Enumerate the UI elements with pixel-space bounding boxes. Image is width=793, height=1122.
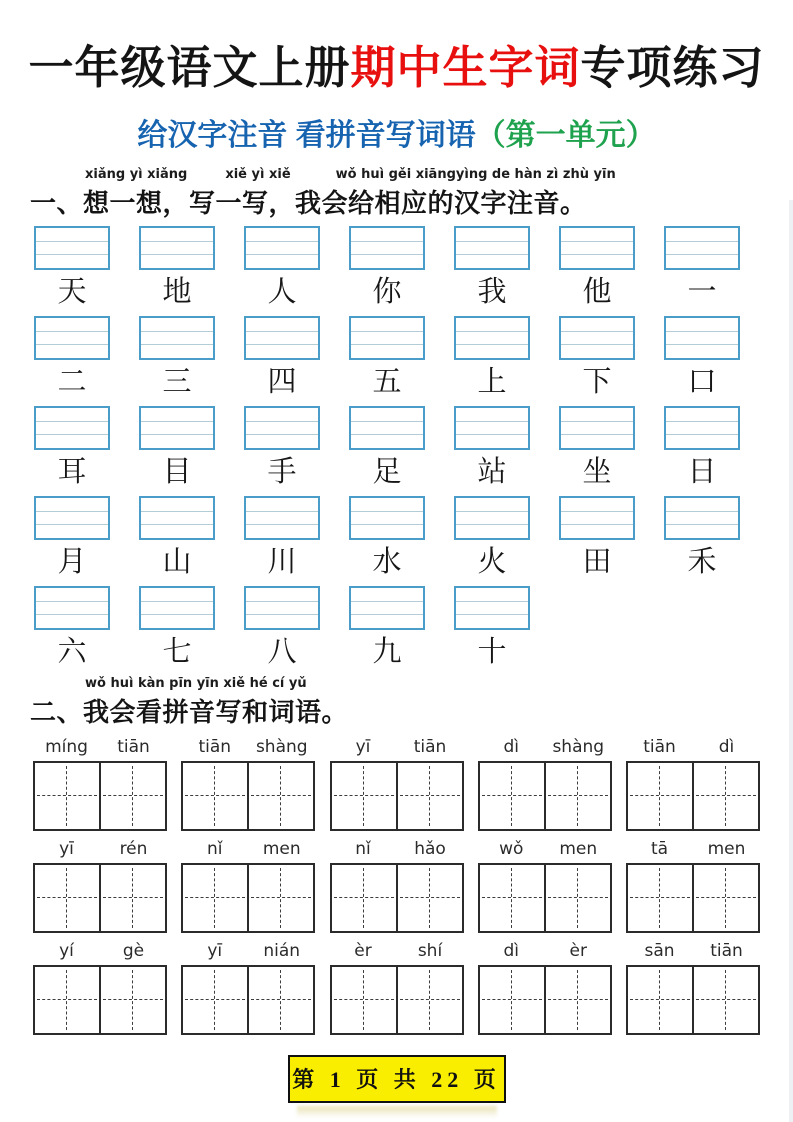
pinyin-grid-line <box>561 511 633 512</box>
pinyin-grid-box <box>454 226 530 270</box>
pinyin-grid-line <box>561 524 633 525</box>
pinyin-grid-line <box>36 421 108 422</box>
hanzi-character: 耳 <box>57 455 87 488</box>
pinyin-grid-box <box>559 316 635 360</box>
hanzi-character: 十 <box>477 635 507 668</box>
pinyin-grid-line <box>456 434 528 435</box>
pinyin-grid-box <box>349 226 425 270</box>
pinyin-grid-box <box>34 406 110 450</box>
pinyin-word-group <box>478 737 612 757</box>
hanzi-character: 二 <box>57 365 87 398</box>
pinyin-grid-line <box>666 254 738 255</box>
pinyin-grid-box <box>139 496 215 540</box>
pinyin-box-line <box>34 226 793 270</box>
hanzi-character: 五 <box>372 365 402 398</box>
writing-cell <box>183 763 247 829</box>
character-line <box>34 456 793 488</box>
writing-cell <box>332 967 396 1033</box>
hanzi-character: 下 <box>582 365 612 398</box>
writing-grid-group <box>181 965 315 1035</box>
pinyin-grid-line <box>351 511 423 512</box>
writing-grid-group <box>478 863 612 933</box>
pinyin-grid-line <box>456 614 528 615</box>
pinyin-word-group <box>33 839 167 859</box>
pinyin-grid-line <box>36 524 108 525</box>
hanzi-character: 手 <box>267 455 297 488</box>
pinyin-grid-box <box>34 226 110 270</box>
pinyin-grid-box <box>244 406 320 450</box>
character-line <box>34 636 793 668</box>
pinyin-grid-line <box>36 614 108 615</box>
writing-grid-group <box>330 761 464 831</box>
pinyin-syllable: sān <box>644 940 675 961</box>
pinyin-grid-box <box>34 316 110 360</box>
writing-cell <box>396 763 462 829</box>
pinyin-syllable: dì <box>718 736 735 757</box>
pinyin-syllable: men <box>262 838 301 859</box>
pinyin-word-group <box>181 941 315 961</box>
pinyin-grid-line <box>141 511 213 512</box>
pinyin-grid-line <box>351 434 423 435</box>
pinyin-grid-line <box>141 524 213 525</box>
pinyin-grid-line <box>141 614 213 615</box>
pinyin-grid-line <box>141 344 213 345</box>
pinyin-grid-line <box>141 421 213 422</box>
pinyin-word-group <box>626 737 760 757</box>
writing-grid-group <box>181 761 315 831</box>
pinyin-segment: wǒ huì kàn pīn yīn xiě hé cí yǔ <box>85 675 307 691</box>
writing-grid-group <box>626 761 760 831</box>
writing-grid-group <box>181 863 315 933</box>
hanzi-character: 人 <box>267 275 297 308</box>
annotation-row-4 <box>34 496 793 578</box>
writing-cell <box>628 865 692 931</box>
pinyin-box-line <box>34 316 793 360</box>
pinyin-grid-line <box>36 511 108 512</box>
pinyin-grid-line <box>456 421 528 422</box>
hanzi-character: 站 <box>477 455 507 488</box>
pinyin-word-group <box>478 839 612 859</box>
pinyin-grid-box <box>139 406 215 450</box>
pinyin-grid-line <box>561 254 633 255</box>
title-part-black-right: 专项练习 <box>580 42 765 93</box>
pinyin-grid-box <box>34 496 110 540</box>
pinyin-grid-box <box>559 406 635 450</box>
pinyin-grid-line <box>666 421 738 422</box>
writing-cell <box>628 967 692 1033</box>
pinyin-grid-line <box>246 344 318 345</box>
pinyin-grid-box <box>244 316 320 360</box>
pinyin-grid-line <box>141 331 213 332</box>
annotation-row-3 <box>34 406 793 488</box>
writing-grid-group <box>626 863 760 933</box>
writing-cell <box>99 967 165 1033</box>
hanzi-character: 上 <box>477 365 507 398</box>
hanzi-character: 坐 <box>582 455 612 488</box>
pinyin-segment: wǒ huì gěi xiāngyìng de hàn zì zhù yīn <box>335 166 616 182</box>
pinyin-grid-line <box>141 601 213 602</box>
subtitle-green-text: （第一单元） <box>475 118 656 152</box>
hanzi-character: 水 <box>372 545 402 578</box>
writing-grid-line-2 <box>33 863 760 933</box>
hanzi-character: 日 <box>687 455 717 488</box>
pinyin-grid-line <box>561 434 633 435</box>
writing-cell <box>396 967 462 1033</box>
writing-cell <box>692 865 758 931</box>
pinyin-syllable: wǒ <box>499 838 524 859</box>
character-line <box>34 366 793 398</box>
hanzi-character: 天 <box>57 275 87 308</box>
writing-cell <box>35 967 99 1033</box>
pinyin-syllable: èr <box>354 940 372 961</box>
pinyin-grid-line <box>666 524 738 525</box>
pinyin-grid-box <box>664 496 740 540</box>
pinyin-grid-line <box>246 254 318 255</box>
pinyin-grid-line <box>36 344 108 345</box>
writing-cell <box>480 967 544 1033</box>
annotation-row-5 <box>34 586 793 668</box>
pinyin-grid-line <box>666 331 738 332</box>
pinyin-grid-box <box>454 316 530 360</box>
hanzi-character: 三 <box>162 365 192 398</box>
pinyin-box-line <box>34 406 793 450</box>
pinyin-word-line-2 <box>33 839 760 859</box>
pinyin-syllable: gè <box>122 940 145 961</box>
pinyin-grid-line <box>246 331 318 332</box>
pinyin-syllable: tā <box>650 838 669 859</box>
hanzi-character: 目 <box>162 455 192 488</box>
pinyin-grid-box <box>349 586 425 630</box>
pinyin-syllable: tiān <box>413 736 447 757</box>
hanzi-character: 火 <box>477 545 507 578</box>
pinyin-grid-line <box>351 524 423 525</box>
pinyin-grid-line <box>561 344 633 345</box>
pinyin-syllable: yī <box>207 940 223 961</box>
pinyin-grid-line <box>351 601 423 602</box>
writing-grid-group <box>626 965 760 1035</box>
pinyin-grid-box <box>559 226 635 270</box>
character-line <box>34 546 793 578</box>
pinyin-grid-line <box>246 241 318 242</box>
pinyin-box-line <box>34 496 793 540</box>
writing-cell <box>35 865 99 931</box>
pinyin-syllable: tiān <box>198 736 232 757</box>
pinyin-grid-box <box>139 226 215 270</box>
pinyin-word-group <box>330 941 464 961</box>
pinyin-syllable: tiān <box>117 736 150 757</box>
writing-grid-line-1 <box>33 761 760 831</box>
pinyin-word-line-3 <box>33 941 760 961</box>
hanzi-character: 八 <box>267 635 297 668</box>
writing-cell <box>544 763 610 829</box>
writing-cell <box>35 763 99 829</box>
annotation-row-1 <box>34 226 793 308</box>
pinyin-grid-line <box>36 601 108 602</box>
pinyin-grid-box <box>454 586 530 630</box>
page-subtitle <box>0 110 793 154</box>
pinyin-syllable: hǎo <box>414 838 446 859</box>
writing-cell <box>247 865 313 931</box>
pinyin-grid-line <box>246 614 318 615</box>
page-number-reflection <box>297 1106 497 1118</box>
pinyin-grid-line <box>456 241 528 242</box>
pinyin-word-group <box>181 839 315 859</box>
pinyin-grid-box <box>139 586 215 630</box>
pinyin-grid-box <box>559 496 635 540</box>
subtitle-blue-text: 给汉字注音 看拼音写词语 <box>137 118 476 152</box>
hanzi-character: 口 <box>687 365 717 398</box>
pinyin-grid-line <box>666 344 738 345</box>
pinyin-grid-line <box>666 511 738 512</box>
writing-cell <box>544 865 610 931</box>
pinyin-grid-line <box>36 331 108 332</box>
writing-grid-group <box>478 965 612 1035</box>
pinyin-grid-box <box>244 496 320 540</box>
writing-cell <box>183 967 247 1033</box>
pinyin-word-group <box>33 737 167 757</box>
writing-cell <box>332 763 396 829</box>
pinyin-grid-box <box>664 226 740 270</box>
writing-cell <box>628 763 692 829</box>
pinyin-word-group <box>626 839 760 859</box>
hanzi-character: 禾 <box>687 545 717 578</box>
hanzi-character: 我 <box>477 275 507 308</box>
writing-cell <box>247 967 313 1033</box>
pinyin-word-group <box>330 839 464 859</box>
page-number-badge <box>288 1055 506 1103</box>
hanzi-character: 六 <box>57 635 87 668</box>
pinyin-word-group <box>626 941 760 961</box>
page-title <box>0 42 793 94</box>
pinyin-grid-box <box>349 496 425 540</box>
pinyin-grid-line <box>351 241 423 242</box>
pinyin-grid-box <box>244 226 320 270</box>
pinyin-grid-line <box>141 254 213 255</box>
pinyin-grid-box <box>139 316 215 360</box>
hanzi-character: 山 <box>162 545 192 578</box>
pinyin-grid-line <box>456 601 528 602</box>
pinyin-word-group <box>181 737 315 757</box>
pinyin-grid-line <box>246 601 318 602</box>
writing-cell <box>332 865 396 931</box>
pinyin-syllable: dì <box>503 736 519 757</box>
pinyin-grid-line <box>246 524 318 525</box>
pinyin-syllable: men <box>559 838 598 859</box>
pinyin-grid-line <box>456 344 528 345</box>
hanzi-character: 他 <box>582 275 612 308</box>
pinyin-word-group <box>33 941 167 961</box>
pinyin-grid-line <box>351 614 423 615</box>
pinyin-grid-line <box>666 241 738 242</box>
pinyin-grid-line <box>141 241 213 242</box>
pinyin-grid-line <box>456 254 528 255</box>
pinyin-syllable: yī <box>59 838 74 859</box>
pinyin-syllable: nián <box>263 940 301 961</box>
writing-cell <box>692 763 758 829</box>
writing-grid-line-3 <box>33 965 760 1035</box>
hanzi-character: 川 <box>267 545 297 578</box>
pinyin-grid-box <box>244 586 320 630</box>
pinyin-syllable: èr <box>569 940 587 961</box>
pinyin-grid-line <box>246 511 318 512</box>
pinyin-grid-line <box>246 421 318 422</box>
pinyin-syllable: shàng <box>255 736 308 757</box>
section2-pinyin-annotation <box>0 676 793 691</box>
pinyin-syllable: yí <box>59 940 74 961</box>
pinyin-word-line-1 <box>33 737 760 757</box>
writing-grid-group <box>33 761 167 831</box>
hanzi-character: 田 <box>582 545 612 578</box>
hanzi-character: 地 <box>162 275 192 308</box>
page-number-label: 第 1 页 共 22 页 <box>292 1067 501 1093</box>
writing-grid-group <box>330 863 464 933</box>
pinyin-syllable: dì <box>503 940 519 961</box>
pinyin-grid-line <box>351 344 423 345</box>
pinyin-grid-box <box>664 406 740 450</box>
hanzi-character: 月 <box>57 545 87 578</box>
pinyin-grid-line <box>561 421 633 422</box>
writing-cell <box>692 967 758 1033</box>
writing-grid-group <box>33 863 167 933</box>
pinyin-grid-line <box>666 434 738 435</box>
hanzi-character: 七 <box>162 635 192 668</box>
pinyin-grid-box <box>664 316 740 360</box>
writing-grid-group <box>33 965 167 1035</box>
pinyin-grid-line <box>351 421 423 422</box>
pinyin-syllable: nǐ <box>355 838 371 859</box>
pinyin-syllable: shí <box>417 940 443 961</box>
section2-heading: 二、我会看拼音写和词语。 <box>30 696 349 727</box>
pinyin-grid-line <box>351 331 423 332</box>
pinyin-syllable: rén <box>119 838 148 859</box>
pinyin-segment: xiě yì xiě <box>225 166 291 182</box>
character-line <box>34 276 793 308</box>
writing-grid-group <box>330 965 464 1035</box>
pinyin-grid-line <box>561 331 633 332</box>
pinyin-grid-line <box>561 241 633 242</box>
pinyin-box-line <box>34 586 793 630</box>
writing-cell <box>544 967 610 1033</box>
writing-cell <box>99 763 165 829</box>
pinyin-grid-box <box>454 406 530 450</box>
writing-cell <box>99 865 165 931</box>
pinyin-segment: xiǎng yì xiǎng <box>85 166 188 182</box>
pinyin-grid-line <box>36 434 108 435</box>
pinyin-grid-line <box>456 331 528 332</box>
pinyin-syllable: yī <box>355 736 371 757</box>
hanzi-character: 足 <box>372 455 402 488</box>
hanzi-character: 一 <box>687 275 717 308</box>
section1-pinyin-annotation <box>0 167 793 182</box>
title-part-red: 期中生字词 <box>350 42 581 93</box>
pinyin-grid-line <box>456 524 528 525</box>
pinyin-grid-line <box>141 434 213 435</box>
writing-cell <box>480 865 544 931</box>
section1-heading: 一、想一想，写一写，我会给相应的汉字注音。 <box>30 187 587 218</box>
pinyin-grid-box <box>349 406 425 450</box>
section1-rows <box>0 226 793 668</box>
pinyin-syllable: tiān <box>710 940 743 961</box>
pinyin-grid-line <box>36 254 108 255</box>
pinyin-word-group <box>330 737 464 757</box>
hanzi-character: 四 <box>267 365 297 398</box>
pinyin-word-group <box>478 941 612 961</box>
writing-grid-group <box>478 761 612 831</box>
pinyin-grid-line <box>351 254 423 255</box>
hanzi-character: 九 <box>372 635 402 668</box>
title-part-black-left: 一年级语文上册 <box>28 42 351 93</box>
pinyin-syllable: men <box>707 838 746 859</box>
pinyin-grid-box <box>34 586 110 630</box>
annotation-row-2 <box>34 316 793 398</box>
pinyin-syllable: nǐ <box>207 838 223 859</box>
pinyin-grid-line <box>456 511 528 512</box>
pinyin-syllable: tiān <box>643 736 676 757</box>
writing-cell <box>183 865 247 931</box>
pinyin-grid-box <box>349 316 425 360</box>
section2-rows <box>0 737 793 1035</box>
pinyin-grid-box <box>454 496 530 540</box>
pinyin-syllable: shàng <box>552 736 605 757</box>
hanzi-character: 你 <box>372 275 402 308</box>
pinyin-syllable: míng <box>45 736 88 757</box>
pinyin-grid-line <box>246 434 318 435</box>
pinyin-grid-line <box>36 241 108 242</box>
writing-cell <box>247 763 313 829</box>
writing-cell <box>480 763 544 829</box>
writing-cell <box>396 865 462 931</box>
